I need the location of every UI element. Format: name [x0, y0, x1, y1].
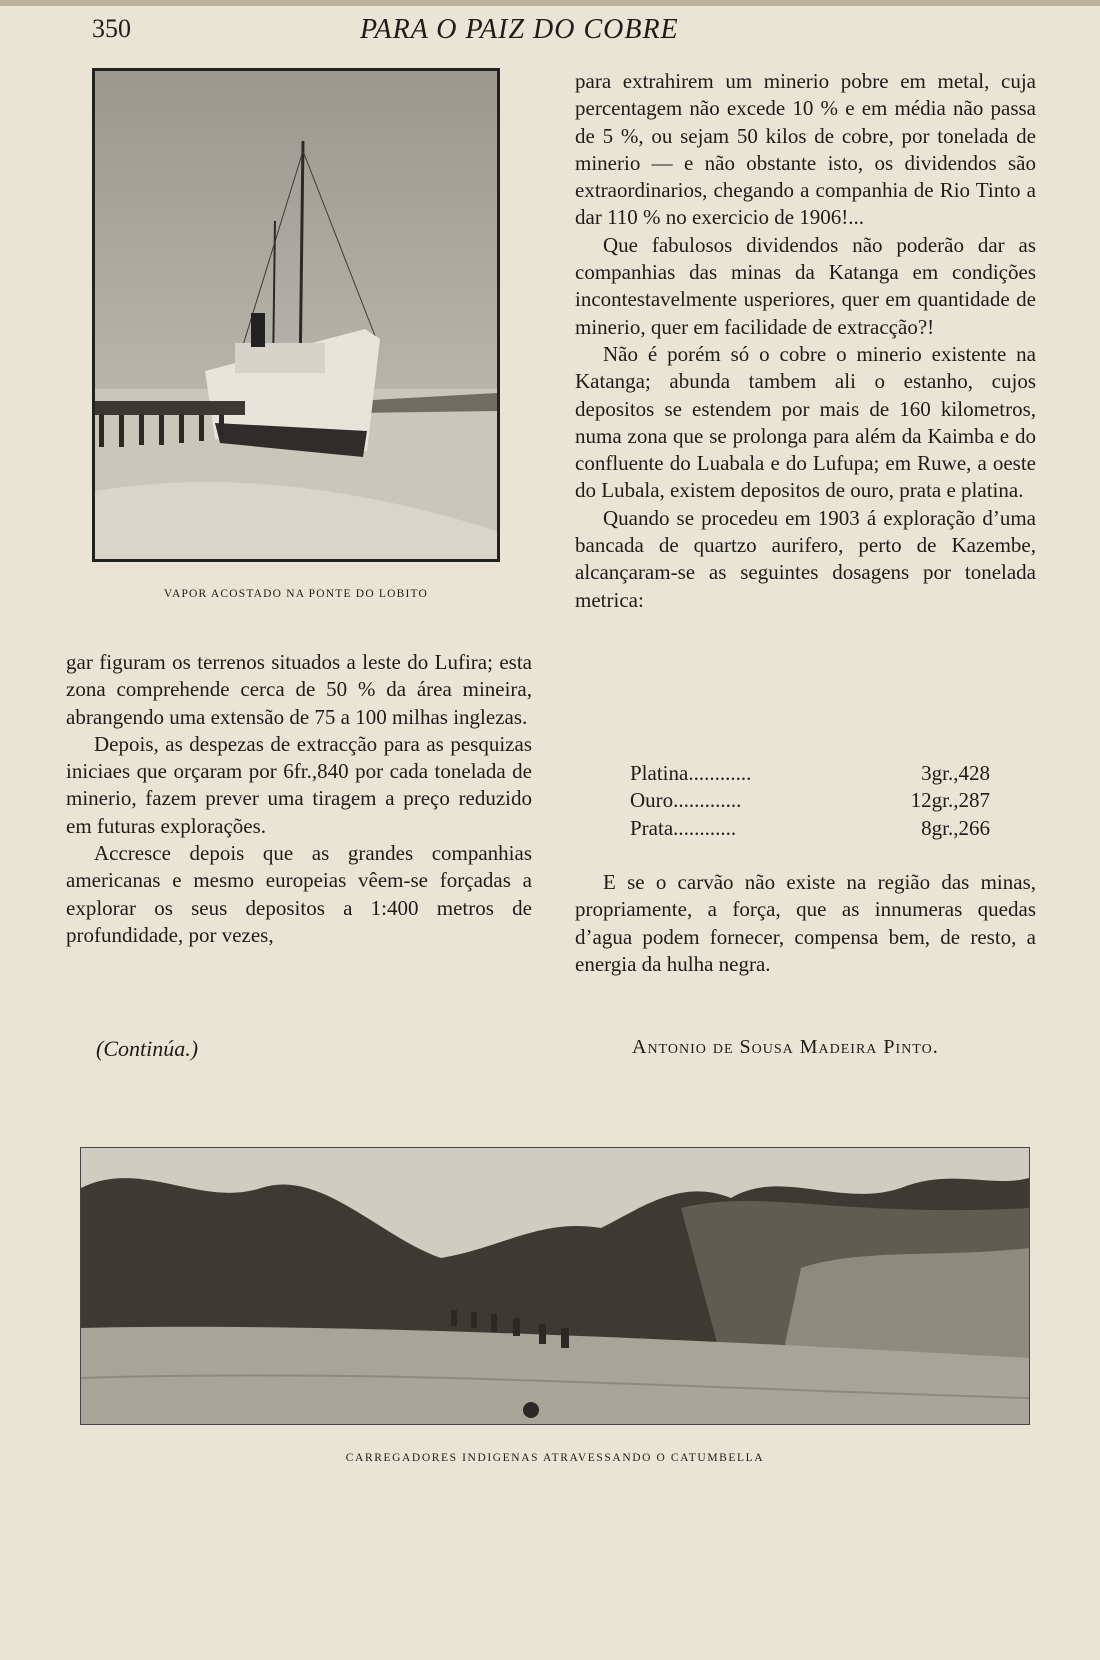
photo-steamer-at-pier — [92, 68, 500, 562]
continued-note: (Continúa.) — [96, 1036, 199, 1061]
dosage-value: 3gr.,428 — [921, 761, 990, 785]
dosage-table — [630, 760, 990, 842]
paragraph: Depois, as despezas de extracção para as pesquizas iniciaes que orçaram por 6fr.,840 por cada tonelada de minerio, fazem prever uma tiragem a preço reduzido em futuras explorações. — [66, 731, 532, 838]
author-signature: Antonio de Sousa Madeira Pinto. — [632, 1036, 939, 1058]
page-number: 350 — [92, 14, 131, 43]
page-header — [0, 6, 1100, 46]
paragraph: E se o carvão não existe na região das minas, propriamente, a força, que as innumeras quedas d’agua podem fornecer, compensa bem, de resto, a energia da hulha negra. — [575, 870, 1036, 976]
dosage-value: 8gr.,266 — [921, 815, 990, 840]
running-title: PARA O PAIZ DO COBRE — [360, 14, 679, 45]
dosage-metal: Platina............ — [630, 761, 752, 785]
caption-bottom-photo: CARREGADORES INDIGENAS ATRAVESSANDO O CATUMBELLA — [345, 1452, 765, 1464]
paragraph: Quando se procedeu em 1903 á exploração d’uma bancada de quartzo aurifero, perto de Kazembe, alcançaram-se as seguintes dosagens por tonelada metrica: — [575, 505, 1036, 612]
dosage-metal: Ouro............. — [630, 788, 742, 813]
dosage-row — [630, 787, 990, 814]
paragraph: gar figuram os terrenos situados a leste do Lufira; esta zona comprehende cerca de 50 % da área mineira, abrangendo uma extensão de 75 a 100 milhas inglezas. — [66, 650, 532, 729]
paragraph: Não é porém só o cobre o minerio existente na Katanga; abunda tambem ali o estanho, cujos depositos se estendem por mais de 160 kilometros, numa zona que se prolonga para além da Kaimba e do confluente do Luabala e do Lufupa; em Ruwe, a oeste do Lubala, existem depositos de ouro, prata e platina. — [575, 341, 1036, 503]
left-text-column — [66, 649, 532, 949]
right-text-column — [575, 68, 1036, 614]
caption-top-photo: VAPOR ACOSTADO NA PONTE DO LOBITO — [163, 588, 429, 600]
dosage-row — [630, 760, 990, 787]
photo-carriers-crossing-river — [80, 1147, 1030, 1425]
dosage-value: 12gr.,287 — [910, 788, 990, 813]
paragraph: para extrahirem um minerio pobre em metal, cuja percentagem não excede 10 % e em média não passa de 5 %, ou sejam 50 kilos de cobre, por tonelada de minerio — e não obstante isto, os dividendos são extraordinarios, chegando a companhia de Rio Tinto a dar 110 % no exercicio de 1906!... — [575, 69, 1036, 230]
paragraph: Accresce depois que as grandes companhias americanas e mesmo europeias vêem-se forçadas a explorar os seus depositos a 1:400 metros de profundidade, por vezes, — [66, 841, 532, 947]
dosage-metal: Prata............ — [630, 815, 737, 840]
paragraph: Que fabulosos dividendos não poderão dar as companhias das minas da Katanga em condições incontestavelmente usperiores, quer em quantidade de minerio, quer em facilidade de extracção?! — [575, 232, 1036, 339]
dosage-row — [630, 815, 990, 842]
right-text-column-lower — [575, 869, 1036, 978]
